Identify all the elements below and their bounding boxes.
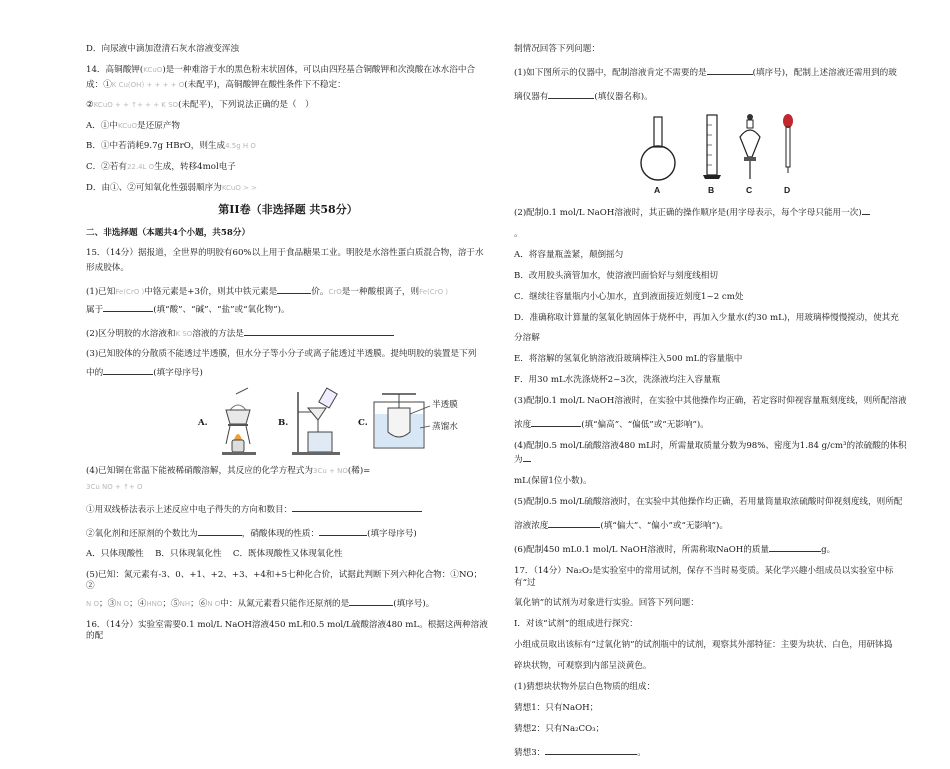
q14-text-a: 14．高铜酸钾(	[86, 64, 144, 75]
glassware-label-c: C	[746, 184, 753, 195]
q16-sub2-line1	[514, 205, 914, 219]
q16-sub4-a: (4)配制0.5 mol/L硫酸溶液480 mL时，所需量取质量分数为98%、密度为1.84 g/cm³的浓硫酸的体积为	[514, 441, 907, 466]
q16-sub1-line2	[514, 89, 914, 103]
blank-acid-volume[interactable]	[523, 452, 531, 462]
q15-sub4-line1	[86, 466, 490, 477]
step-a: A．将容量瓶盖紧，颠倒摇匀	[514, 249, 624, 260]
q15-sub1-line1	[86, 284, 490, 298]
glassware-label-a: A	[654, 184, 661, 195]
q15-sub1-c: 价。	[311, 286, 329, 297]
sep-4: ；④	[129, 599, 147, 610]
q14-line-3	[86, 100, 490, 111]
part-2-heading: 二、非选择题（本题共4个小题，共58分）	[86, 227, 251, 238]
q15-sub1-a: (1)已知	[86, 286, 116, 297]
blank-glassware[interactable]	[548, 89, 594, 99]
q15-line-2: 形成胶体。	[86, 263, 129, 274]
q15-sub4-item2-c: (填字母序号)	[367, 528, 417, 539]
q15-sub4-item2	[86, 526, 490, 540]
q16-sub5-b: (填“偏大”、“偏小”或“无影响”)。	[600, 521, 728, 532]
q16-sub3-a: 浓度	[514, 420, 532, 431]
blank-reducing-agent[interactable]	[349, 596, 393, 606]
hypothesis-3-end: 。	[637, 748, 646, 758]
blank-ratio[interactable]	[198, 526, 242, 536]
q15-sub2-b: 溶液的方法是	[192, 328, 244, 339]
q14-text-c: 成：①	[86, 79, 112, 90]
q14-reaction-2: KCuO + + ↑+ + + K SO	[93, 101, 179, 110]
q16-sub5-line2	[514, 518, 914, 532]
step-d: D．准确称取计算量的氢氧化钠固体于烧杯中，再加入少量水(约30 mL)，用玻璃棒慢慢搅动，使其充	[514, 312, 899, 323]
blank-electron-transfer[interactable]	[292, 502, 422, 512]
q15-sub1-b: 中铬元素是+3价，则其中铁元素是	[144, 286, 278, 297]
q15-formula-cu-reactants: 3Cu + NO	[313, 467, 348, 476]
q15-formula-k2so4: K SO	[175, 329, 193, 338]
q16-sub2-a: (2)配制0.1 mol/L NaOH溶液时，其正确的操作顺序是(用字母表示，每个字母只能用一次)	[514, 207, 862, 218]
q14-formula-kcuo2: KCuO	[143, 65, 163, 74]
blank-iron-valence[interactable]	[277, 284, 311, 294]
q14-c-text: C．②若有	[86, 162, 127, 172]
q14-option-b	[86, 141, 490, 152]
round-flask-icon	[638, 117, 678, 183]
filtration-apparatus-icon	[292, 388, 344, 458]
q17-line-2: 氧化钠”的试剂为对象进行实验。回答下列问题：	[514, 598, 699, 609]
step-e: E．将溶解的氢氧化钠溶液沿玻璃棒注入500 mL的容量瓶中	[514, 354, 743, 365]
q17-part-1: Ⅰ．对该“试剂”的组成进行探究：	[514, 619, 638, 630]
q14-d-text: D．由①、②可知氧化性强弱顺序为	[86, 182, 222, 193]
q15-sub3-line1: (3)已知胶体的分散质不能透过半透膜，但水分子等小分子或离子能透过半透膜。提纯明胶的装置是下列	[86, 349, 477, 360]
right-column	[514, 44, 914, 769]
q14-text-e: ②	[86, 100, 94, 111]
hypothesis-3	[514, 745, 914, 759]
step-d-cont: 分溶解	[514, 333, 540, 344]
option-d-text: D．向尿液中滴加澄清石灰水溶液变浑浊	[86, 44, 239, 54]
section-title: 第II卷（非选择题 共58分）	[218, 203, 358, 217]
q15-sub5-end: (填序号)。	[393, 599, 435, 610]
q15-sub1-f: (填“酸”、“碱”、“盐”或“氧化物”)。	[153, 305, 290, 316]
blank-concentration-effect-2[interactable]	[548, 518, 600, 528]
blank-apparatus[interactable]	[103, 365, 153, 375]
q15-sub3-line2	[86, 365, 490, 379]
q16-sub5-line1: (5)配制0.5 mol/L硫酸溶液时，在实验中其他操作均正确，若用量筒量取浓硫酸时仰视刻度线，则所配	[514, 497, 903, 508]
step-b: B．改用胶头滴管加水，使溶液凹面恰好与刻度线相切	[514, 270, 718, 281]
blank-distinguish-method[interactable]	[244, 326, 394, 336]
q14-a-text: A．①中	[86, 120, 118, 131]
q14-text-f: (未配平)，下列说法正确的是（ ）	[178, 100, 314, 111]
compound-2: N O	[86, 600, 99, 609]
q14-b-text: B．①中若消耗9.7g HBrO，则生成	[86, 141, 226, 152]
left-column	[86, 44, 490, 652]
q17-line-5: 碎块状物，可观察到内部呈淡黄色。	[514, 661, 652, 672]
q16-sub6-a: (6)配制450 mL0.1 mol/L NaOH溶液时，所需称取NaOH的质量	[514, 545, 770, 556]
blank-nitric-property[interactable]	[319, 526, 367, 536]
q16-sub4-line2: mL(保留1位小数)。	[514, 476, 592, 487]
blank-concentration-effect-1[interactable]	[531, 417, 581, 427]
semi-permeable-membrane-label: 半透膜	[432, 400, 458, 411]
q15-formula-cu-products: 3Cu NO + ↑+ O	[86, 482, 143, 491]
blank-operation-order[interactable]	[862, 205, 870, 215]
q15-sub5-line1: (5)已知：氮元素有-3、0、+1、+2、+3、+4和+5七种化合价，试据此判断下列六种化合物：①NO；②	[86, 569, 483, 592]
q15-formula-fecro: Fe(CrO )	[115, 287, 145, 296]
glassware-label-d: D	[784, 184, 791, 195]
q16-sub1-b: (填序号)，配制上述溶液还需用到的玻	[752, 67, 897, 78]
blank-compound-class[interactable]	[103, 302, 153, 312]
sep-6: ；⑥	[190, 599, 208, 610]
q16-sub5-a: 溶液浓度	[514, 521, 549, 532]
q15-formula-cro: CrO	[328, 287, 342, 296]
blank-hypothesis-3[interactable]	[545, 745, 637, 755]
separatory-funnel-icon	[736, 113, 764, 183]
apparatus-label-b: B.	[278, 418, 289, 429]
question-14	[86, 65, 490, 76]
dialysis-apparatus-icon	[370, 392, 430, 454]
q14-option-c	[86, 162, 490, 173]
q15-sub1-line2	[86, 302, 490, 316]
q15-sub5-text: 中：从氮元素看只能作还原剂的是	[220, 599, 350, 610]
q14-option-d	[86, 183, 490, 194]
apparatus-label-c: C.	[358, 418, 368, 429]
q16-sub1-a: (1)如下图所示的仪器中，配制溶液肯定不需要的是	[514, 67, 707, 78]
q14-b-formula: 4.5g H O	[225, 142, 256, 151]
q17-line-1: 17．（14分）Na₂O₂是实验室中的常用试剂，保存不当时易变质。某化学兴趣小组成员以实验室中标有“过	[514, 566, 894, 588]
q14-c-formula: 22.4L O	[126, 163, 155, 171]
q14-a-formula: KCuO	[118, 121, 138, 130]
q14-a-text2: 是还原产物	[137, 120, 181, 131]
q16-sub3-line1: (3)配制0.1 mol/L NaOH溶液时，在实验中其他操作均正确，若定容时仰视容量瓶刻度线，则所配溶液	[514, 396, 907, 407]
option-d-line	[86, 44, 490, 55]
hypothesis-1: 猜想1：只有NaOH；	[514, 703, 599, 714]
q16-sub6-b: g。	[821, 545, 836, 556]
glassware-figure	[514, 113, 914, 199]
compound-3: N O	[116, 600, 130, 609]
distilled-water-label: 蒸馏水	[432, 422, 458, 433]
q15-sub5-line2	[86, 596, 490, 610]
q15-formula-fecro-2: Fe(CrO )	[419, 287, 449, 296]
q16-line-1: 16．（14分）实验室需要0.1 mol/L NaOH溶液450 mL和0.5 mol/L硫酸溶液480 mL。根据这两种溶液的配	[86, 619, 488, 642]
q14-option-a	[86, 121, 490, 132]
q15-sub3-a: 中的	[86, 367, 104, 378]
q15-sub4-item2-b: ，硝酸体现的性质：	[241, 528, 320, 539]
sep-5: ；⑤	[162, 599, 180, 610]
glassware-label-b: B	[708, 184, 715, 195]
q16-sub3-line2	[514, 417, 914, 431]
compound-5: NH	[179, 600, 191, 609]
q14-c-text2: 生成，转移4mol电子	[154, 162, 236, 172]
q15-sub4-line2	[86, 482, 490, 493]
blank-unneeded-instrument[interactable]	[707, 65, 753, 75]
q17-sub1: (1)猜想块状物外层白色物质的组成：	[514, 682, 656, 693]
q16-sub6	[514, 542, 914, 556]
q15-sub4-options: A．只体现酸性 B．只体现氧化性 C．既体现酸性又体现氧化性	[86, 549, 343, 560]
q15-sub4-item1-text: ①用双线桥法表示上述反应中电子得失的方向和数目：	[86, 505, 293, 516]
q15-sub1-e: 属于	[86, 305, 104, 316]
heating-apparatus-icon	[218, 388, 264, 458]
q14-text-d: (未配平)，高铜酸钾在酸性条件下不稳定：	[184, 79, 346, 90]
step-f: F．用30 mL水洗涤烧杯2~3次，洗涤液均注入容量瓶	[514, 375, 721, 386]
q16-sub2-line2: 。	[514, 228, 523, 239]
q16-sub1-c: 璃仪器有	[514, 91, 549, 102]
q15-sub3-b: (填字母序号)	[153, 367, 203, 378]
dropper-icon	[778, 113, 798, 175]
q15-line-1: 15．（14分）据报道，全世界的明胶有60%以上用于食品糖果工业。明胶是水溶性蛋白质混合物，溶于水	[86, 248, 484, 259]
compound-6: N O	[207, 600, 221, 609]
q15-sub4-a: (4)已知铜在常温下能被稀硝酸溶解，其反应的化学方程式为	[86, 466, 314, 477]
q14-reaction-1: K Cu(OH) + + + + O	[111, 80, 185, 89]
graduated-cylinder-icon	[700, 115, 724, 183]
q16-line-2: 制情况回答下列问题：	[514, 44, 600, 54]
apparatus-figure	[86, 388, 490, 460]
q17-line-4: 小组成员取出该标有“过氧化钠”的试剂瓶中的试剂，观察其外部特征：主要为块状、白色，用研钵捣	[514, 640, 893, 651]
q15-sub4-item1	[86, 502, 490, 516]
q16-sub1-d: (填仪器名称)。	[594, 91, 653, 102]
q15-sub2-a: (2)区分明胶的水溶液和	[86, 328, 176, 339]
sep-3: ；③	[98, 599, 117, 610]
hypothesis-3-label: 猜想3：	[514, 748, 546, 758]
apparatus-label-a: A.	[198, 418, 208, 429]
q15-sub4-item2-a: ②氧化剂和还原剂的个数比为	[86, 528, 198, 539]
q14-text-b: )是一种难溶于水的黑色粉末状固体，可以由四羟基合铜酸钾和次溴酸在冰水浴中合	[162, 64, 476, 75]
q15-sub1-d: 是一种酸根离子，则	[341, 286, 420, 297]
step-c: C．继续往容量瓶内小心加水，直到液面接近刻度1~2 cm处	[514, 291, 744, 302]
q14-d-formula: KCuO > >	[221, 183, 258, 192]
q15-sub2	[86, 326, 490, 340]
compound-4: HNO	[146, 600, 163, 609]
blank-naoh-mass[interactable]	[769, 542, 821, 552]
q16-sub4-line1	[514, 441, 914, 467]
q16-sub1-line1	[514, 65, 914, 79]
q15-sub4-b: (稀)=	[347, 466, 371, 477]
hypothesis-2: 猜想2：只有Na₂CO₃；	[514, 724, 605, 735]
q16-sub3-b: (填“偏高”、“偏低”或“无影响”)。	[581, 420, 709, 431]
q14-line-2	[86, 80, 490, 91]
